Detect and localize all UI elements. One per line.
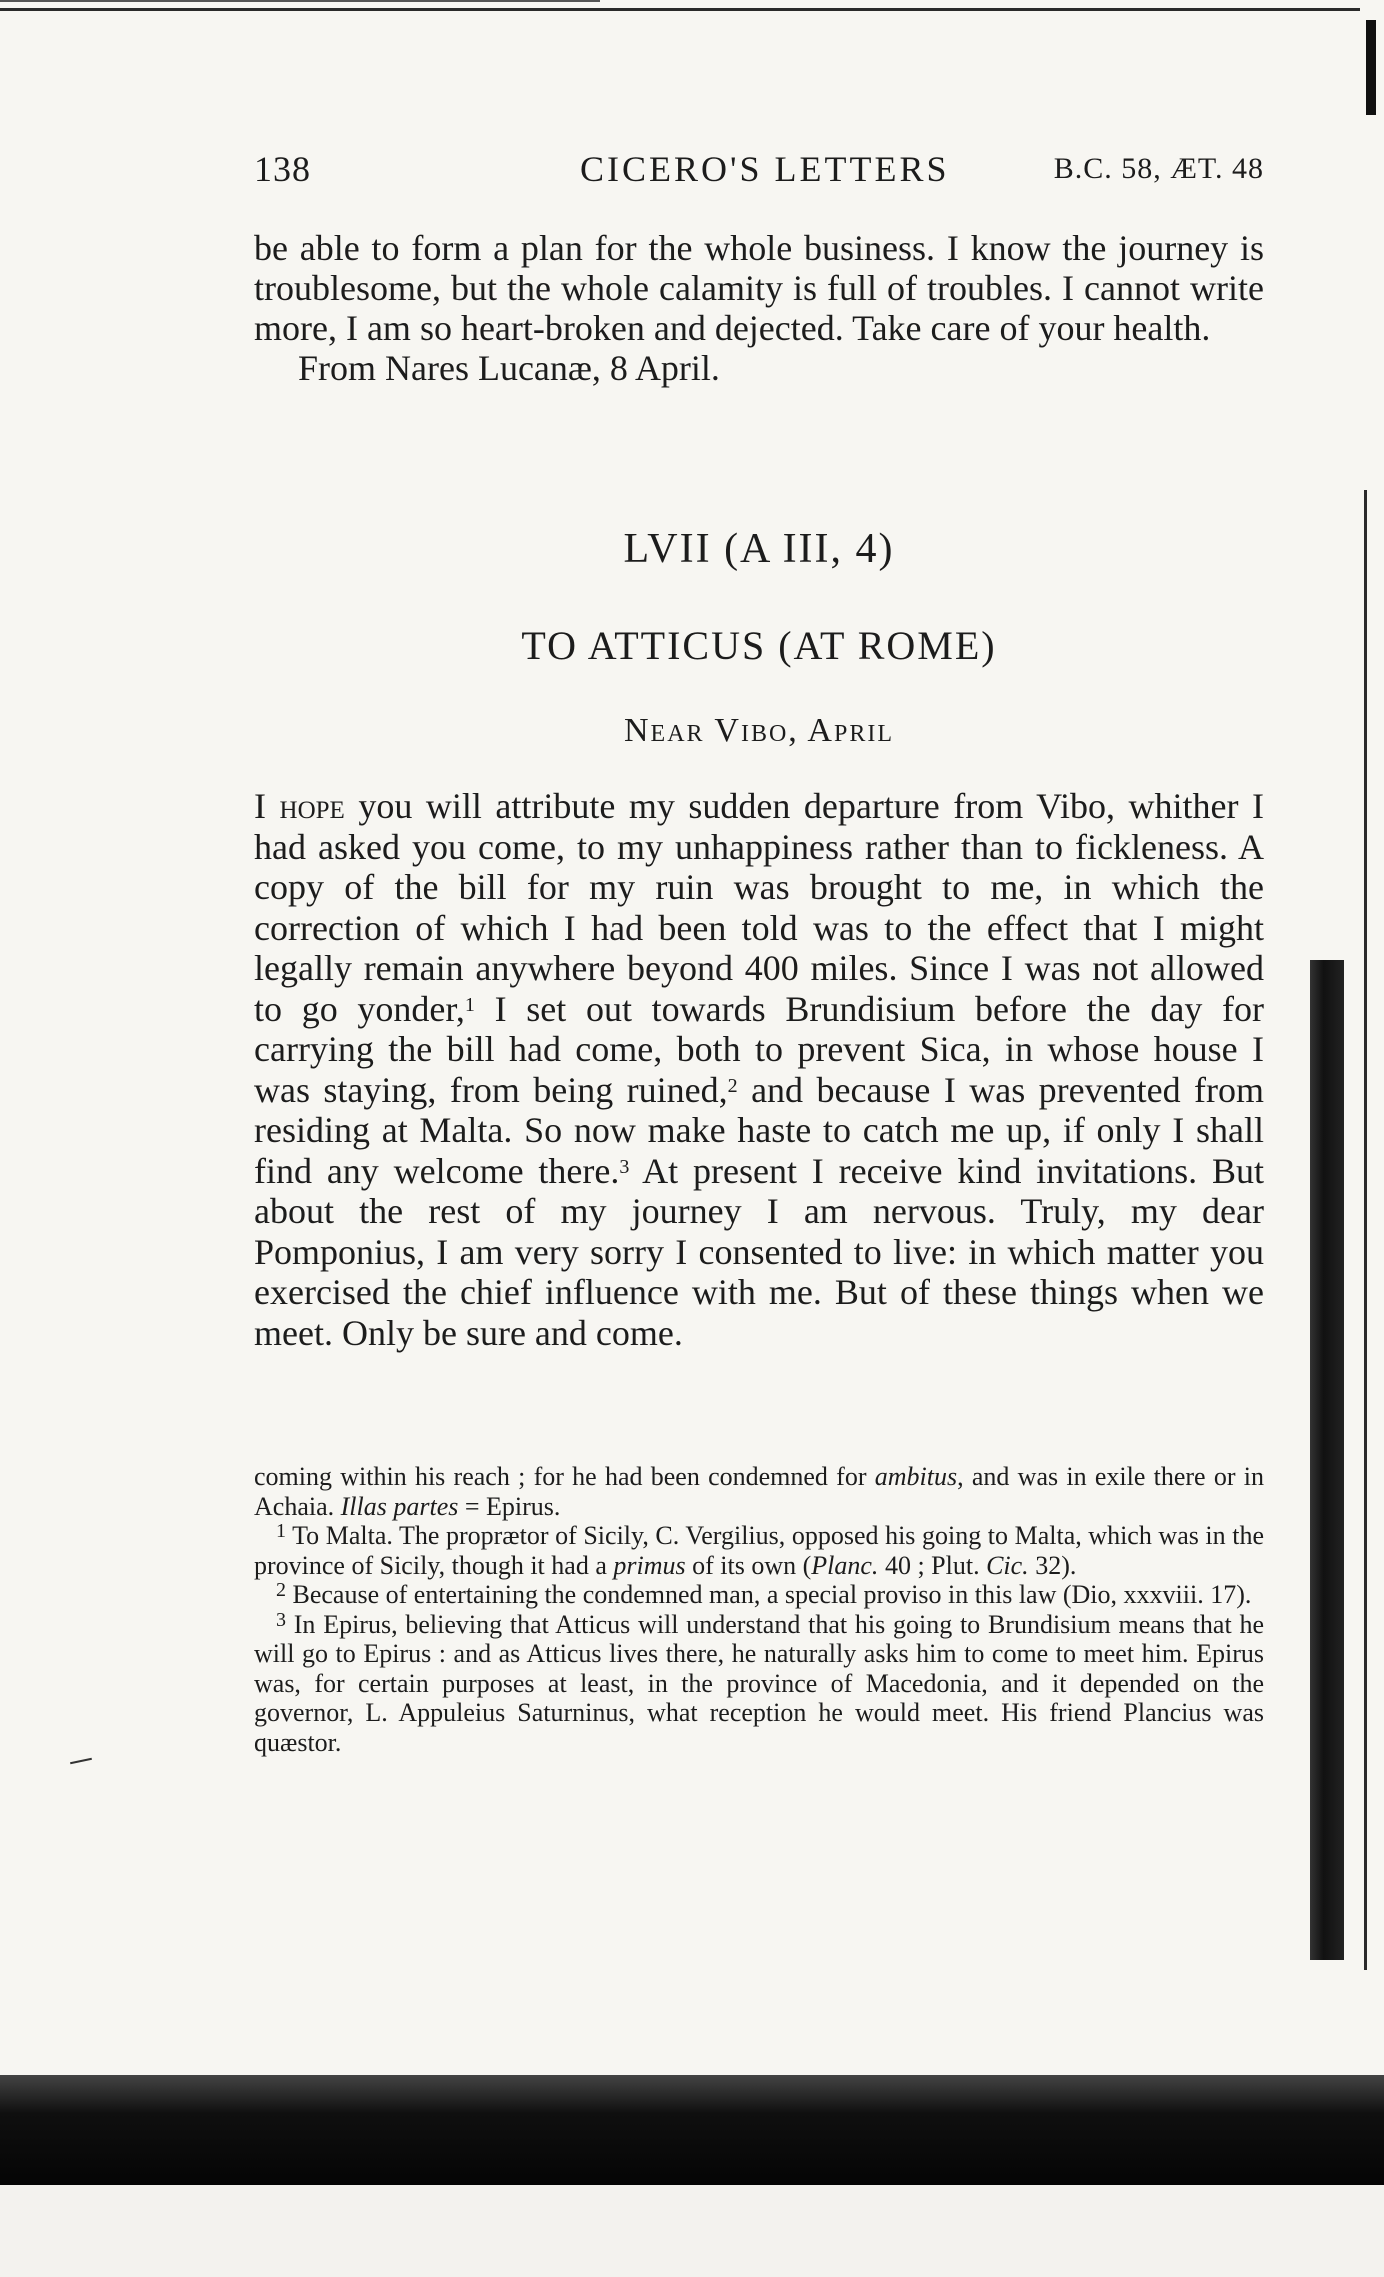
opening-words: I hope bbox=[254, 786, 345, 826]
footnote-text: , and was in exile there or in Achaia. bbox=[254, 1462, 1264, 1521]
running-header bbox=[254, 148, 1264, 198]
letter-addressee: TO ATTICUS (AT ROME) bbox=[521, 623, 997, 668]
footnote-1 bbox=[254, 1521, 1264, 1580]
scan-edge-right-line bbox=[1364, 490, 1367, 1970]
body-segment: and because I was prevented from residing at Malta. So now make haste to catch me up, if only I shall find any welcome there. bbox=[254, 1069, 1265, 1191]
footnote-text: = Epirus. bbox=[458, 1491, 561, 1521]
footnote-italic: Cic. bbox=[986, 1550, 1029, 1580]
previous-letter-ending bbox=[254, 228, 1264, 388]
footnote-marker: 1 bbox=[276, 1520, 286, 1542]
previous-letter-text: be able to form a plan for the whole business. I know the journey is troublesome, but the whole calamity is full of troubles. I cannot write more, I am so heart-broken and dejected. Take care of your health. bbox=[254, 228, 1264, 348]
footnote-text: of its own ( bbox=[685, 1550, 812, 1580]
letter-place-date: Near Vibo, April bbox=[623, 712, 894, 749]
body-segment: I set out towards Brundisium before the day for carrying the bill had come, both to prevent Sica, in whose house I was staying, from being ruined, bbox=[254, 988, 1265, 1110]
footnote-ref: 1 bbox=[464, 993, 475, 1016]
footnote-marker: 3 bbox=[276, 1608, 286, 1631]
scan-margin-bottom bbox=[0, 2185, 1384, 2277]
footnote-ref: 2 bbox=[727, 1074, 738, 1097]
body-segment: you will attribute my sudden departure from Vibo, whither I had asked you come, to my unhappiness rather than to fickleness. A copy of the bill for my ruin was brought to me, in which the correction of which I had been told was to the effect that I might legally remain anywhere beyond 400 miles. Since I was not allowed to go yonder, bbox=[254, 786, 1264, 1029]
scan-edge-right-shadow bbox=[1310, 960, 1344, 1960]
footnote-continuation bbox=[254, 1462, 1264, 1521]
header-date: B.C. 58, ÆT. 48 bbox=[1053, 152, 1264, 185]
footnote-italic: ambitus bbox=[874, 1462, 958, 1491]
scan-edge-top bbox=[0, 8, 1360, 11]
page-number: 138 bbox=[254, 149, 311, 189]
previous-letter-closing: From Nares Lucanæ, 8 April. bbox=[298, 348, 720, 388]
footnote-3 bbox=[254, 1610, 1264, 1758]
footnote-italic: Planc. bbox=[811, 1550, 879, 1580]
letter-number: LVII (A III, 4) bbox=[623, 526, 895, 572]
footnote-text: Because of entertaining the condemned man, a special proviso in this law (Dio, xxxviii. 17). bbox=[286, 1580, 1252, 1609]
footnote-text: 32). bbox=[1028, 1550, 1077, 1580]
body-segment: At present I receive kind invitations. But about the rest of my journey I am nervous. Truly, my dear Pomponius, I am very sorry I consented to live: in which matter you exercised the chief influence with me. But of these things when we meet. Only be sure and come. bbox=[254, 1150, 1264, 1353]
scan-edge-corner bbox=[1366, 20, 1376, 115]
footnotes bbox=[254, 1462, 1264, 1757]
footnote-text: In Epirus, believing that Atticus will understand that his going to Brundisium means that he will go to Epirus : and as Atticus lives there, he naturally asks him to come to meet him. Epirus was, for certain purposes at least, in the province of Macedonia, and it depended on the governor, L. Appuleius Saturninus, what reception he would meet. His friend Plancius was quæstor. bbox=[254, 1609, 1264, 1757]
scan-edge-bottom-shadow bbox=[0, 2075, 1384, 2185]
footnote-text: To Malta. The proprætor of Sicily, C. Vergilius, opposed his going to Malta, which was in the province of Sicily, though it had a bbox=[254, 1521, 1264, 1580]
letter-body bbox=[254, 786, 1264, 1353]
footnote-italic: primus bbox=[613, 1550, 686, 1580]
footnote-2 bbox=[254, 1580, 1264, 1610]
footnote-italic: Illas partes bbox=[340, 1491, 459, 1521]
footnote-ref: 3 bbox=[619, 1155, 630, 1178]
footnote-text: coming within his reach ; for he had been condemned for bbox=[254, 1462, 875, 1491]
footnote-marker: 2 bbox=[276, 1579, 286, 1601]
scan-edge-top-faint bbox=[0, 0, 600, 2]
footnote-text: 40 ; Plut. bbox=[878, 1550, 987, 1580]
stray-mark bbox=[70, 1758, 92, 1765]
running-title: CICERO'S LETTERS bbox=[580, 149, 950, 189]
